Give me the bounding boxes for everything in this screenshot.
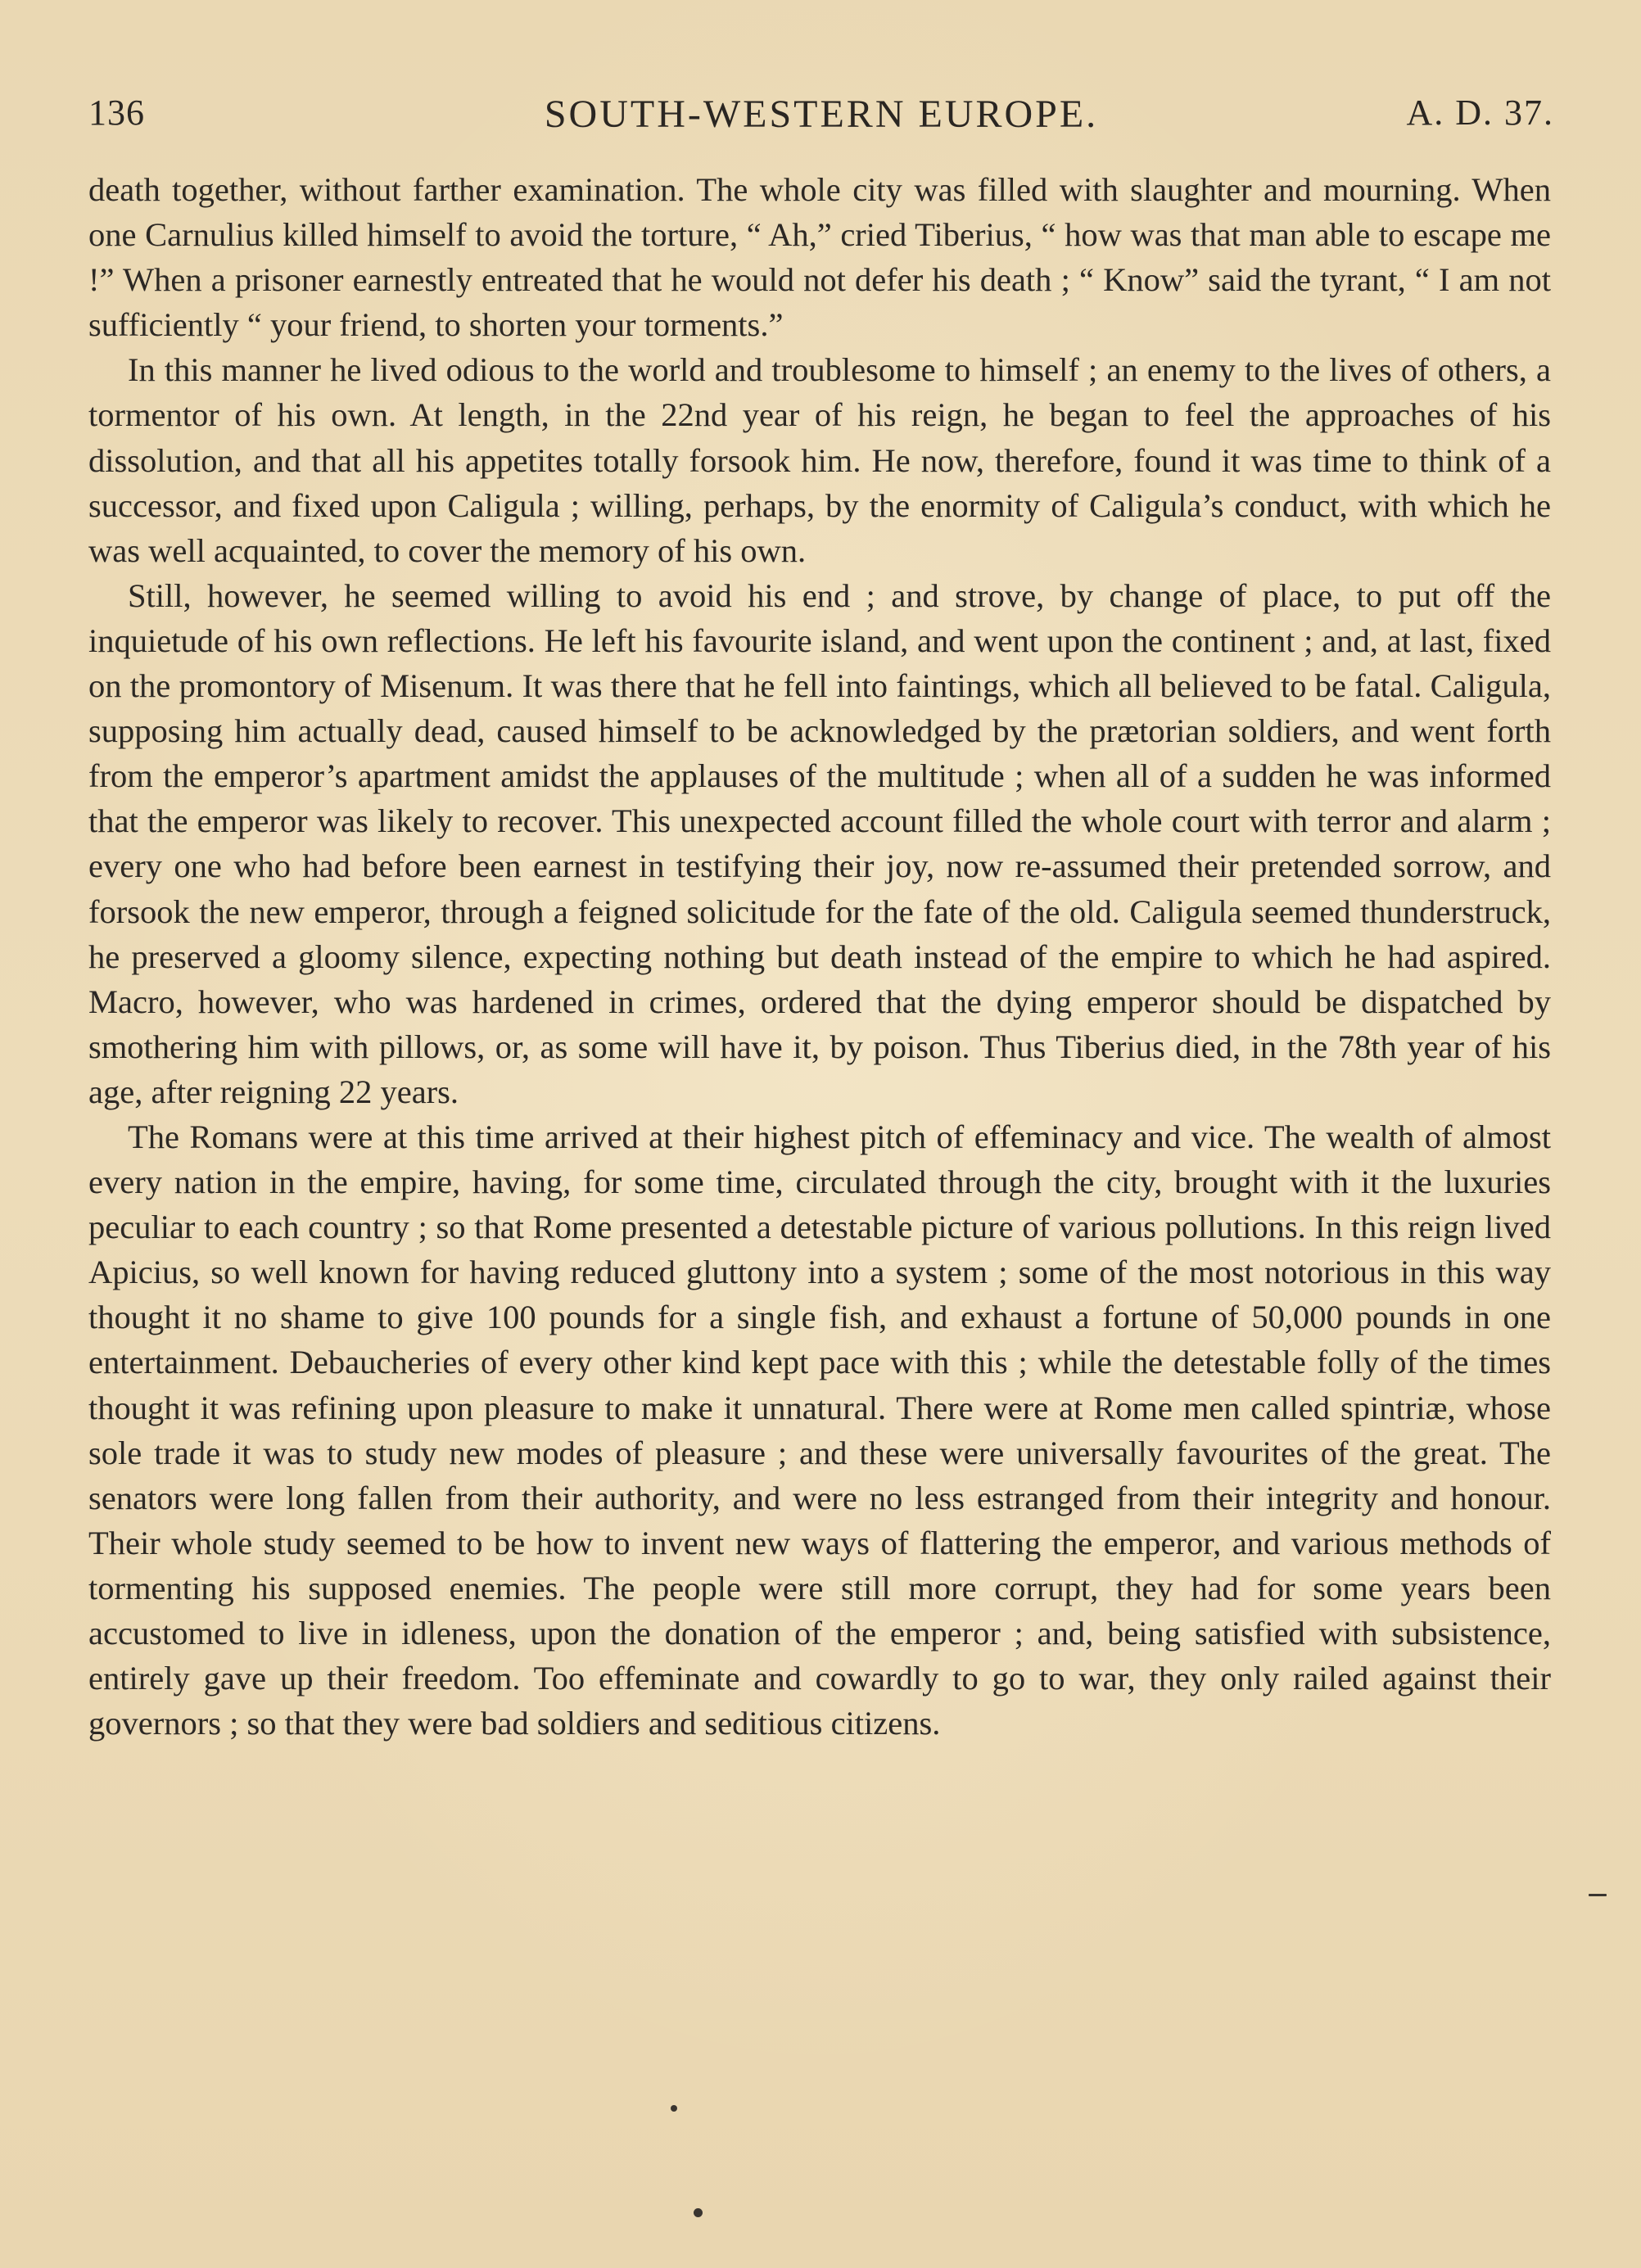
ink-speck: [694, 2208, 703, 2217]
header-date: A. D. 37.: [1406, 93, 1554, 133]
page-header: [88, 92, 1554, 149]
body-text: [88, 167, 1551, 1746]
paragraph-1: death together, without farther examination. The whole city was filled with slaughter and mourning. When one Carnulius killed himself to avoid the torture, “ Ah,” cried Tiberius, “ how was that man able to escape me !” When a prisoner earnestly entreated that he would not defer his death ; “ Know” said the tyrant, “ I am not sufficiently “ your friend, to shorten your torments.”: [88, 171, 1551, 344]
margin-mark: [1589, 1894, 1607, 1896]
page-number: 136: [88, 93, 145, 133]
paragraph-4: The Romans were at this time arrived at their highest pitch of effeminacy and vice. The wealth of almost every nation in the empire, having, for some time, circulated through the city, brought with it the luxuries peculiar to each country ; so that Rome presented a detestable picture of various pollutions. In this reign lived Apicius, so well known for having reduced gluttony into a system ; some of the most notorious in this way thought it no shame to give 100 pounds for a single fish, and exhaust a fortune of 50,000 pounds in one entertainment. Debaucheries of every other kind kept pace with this ; while the detestable folly of the times thought it was refining upon pleasure to make it unnatural. There were at Rome men called spintriæ, whose sole trade it was to study new modes of pleasure ; and these were universally favourites of the great. The senators were long fallen from their authority, and were no less estranged from their integrity and honour. Their whole study seemed to be how to invent new ways of flattering the emperor, and various methods of tormenting his supposed enemies. The people were still more corrupt, they had for some years been accustomed to live in idleness, upon the donation of the emperor ; and, being satisfied with subsistence, entirely gave up their freedom. Too effeminate and cowardly to go to war, they only railed against their governors ; so that they were bad soldiers and seditious citizens.: [88, 1118, 1551, 1742]
ink-speck: [671, 2105, 677, 2112]
paragraph-2: In this manner he lived odious to the world and troublesome to himself ; an enemy to the lives of others, a tormentor of his own. At length, in the 22nd year of his reign, he began to feel the approaches of his dissolution, and that all his appetites totally forsook him. He now, therefore, found it was time to think of a successor, and fixed upon Caligula ; willing, perhaps, by the enormity of Caligula’s conduct, with which he was well acquainted, to cover the memory of his own.: [88, 351, 1551, 569]
paragraph-3: Still, however, he seemed willing to avoid his end ; and strove, by change of place, to put off the inquietude of his own reflections. He left his favourite island, and went upon the continent ; and, at last, fixed on the promontory of Misenum. It was there that he fell into faintings, which all believed to be fatal. Caligula, supposing him actually dead, caused himself to be acknowledged by the prætorian soldiers, and went forth from the emperor’s apartment amidst the applauses of the multitude ; when all of a sudden he was informed that the emperor was likely to recover. This unexpected account filled the whole court with terror and alarm ; every one who had before been earnest in testifying their joy, now re-assumed their pretended sorrow, and forsook the new emperor, through a feigned solicitude for the fate of the old. Caligula seemed thunderstruck, he preserved a gloomy silence, expecting nothing but death instead of the empire to which he had aspired. Macro, however, who was hardened in crimes, ordered that the dying emperor should be dispatched by smothering him with pillows, or, as some will have it, by poison. Thus Tiberius died, in the 78th year of his age, after reigning 22 years.: [88, 576, 1551, 1110]
running-head: SOUTH-WESTERN EUROPE.: [544, 93, 1099, 136]
